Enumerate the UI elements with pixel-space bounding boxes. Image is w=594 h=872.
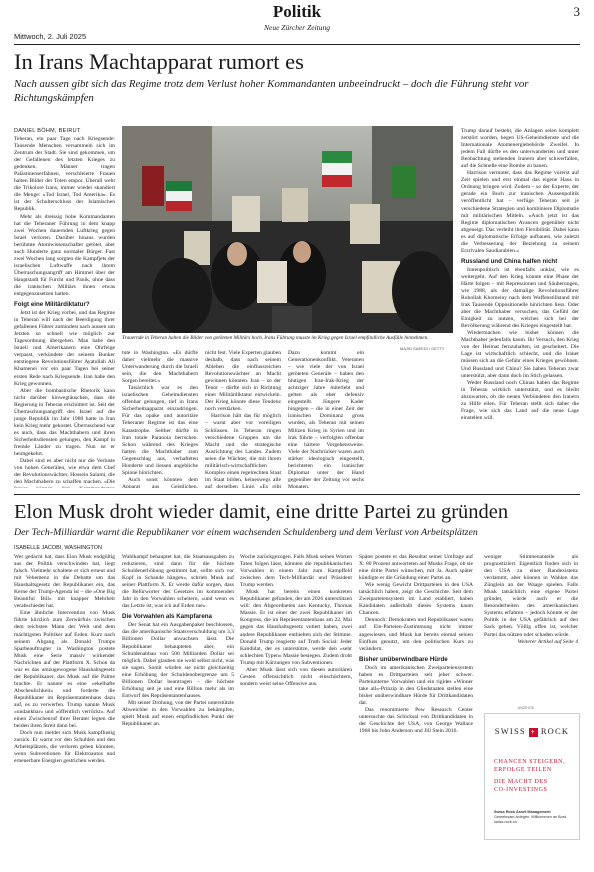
paragraph: Tatsächlich war es den israelischen Geheimdiensten offenbar gelungen, tief in Irans Sicherheitsapparat einzudringen. Für das opake und autoritäre Teheraner Regime ist das eine Katastrophe. Seither dürfte in Iran totale Paranoia herrschen. Schon während des Krieges hatten die Machthaber zum Gegenschlag aus, verhafteten Hunderte und liessen angebliche Spione hinrichten. — [122, 385, 198, 476]
article1-column-4 — [288, 350, 364, 488]
article1-column-1 — [14, 136, 115, 488]
article2-column-5 — [484, 554, 578, 702]
paragraph: Woche zurückgezogen. Falls Musk seinen Worten Taten folgen lässt, könnten die republikanischen Vorwahlen in einem Jahr zum Kampffeld zwischen dem Tech-Milliardär und Präsident Trump werden. — [240, 554, 352, 589]
article-divider — [14, 494, 580, 495]
paragraph: Aber die bombastische Rhetorik kann nicht darüber hinwegtäuschen, dass die Regierung in Teheran erschüttert ist. Seit der Überraschungsangriff des Israel auf die junge Republik im Jahr 1980 hatte in Iran kein Krieg mehr gekostet. Überraschend war es auch, dass das Machthabern und ihren Sicherheitsdiensten gelungen, den Kampf in fremde Länder zu tragen. Nun ist er heimgekehrt. — [14, 387, 115, 458]
article2-headline: Elon Musk droht wieder damit, eine dritte Partei zu gründen — [14, 501, 509, 523]
paragraph: Eine ähnliche Intervention von Musk führte kürzlich zum Zerwürfnis zwischen dem reichsten Mann der Welt und dem mächtigsten Politiker auf Erden. Kurz nach seinem Abgang als Donald Trumps Sparbeauftragter in Washington postete Musk eine Serie massiv wirkender Nachrichten auf der Plattform X. Schon da war es das umzugewogene Haushaltsgesetz der Republikaner, das Musk auf die Palme brachte. Er nannte es eine «ekelhafte Abscheulichkeit» und forderte die Republikaner im Repräsentantenhaus dazu auf, es zu verwerfen. Trump nannte Musk «undankbar» und «öffentlich verrückt». Auf einen Zwischenruf ihrer Berater legten die beiden ihren Streit dann bei. — [14, 610, 115, 730]
ad-label: ANZEIGE — [517, 706, 535, 710]
paragraph: Dennoch: Demokraten und Republikaner waren auf Ein-Parteien-Zustimmung nicht immer angewiesen, und Musk hat bereits einmal seinen Einfluss genutzt, um den politischen Kurs zu verändern. — [359, 617, 473, 652]
paragraph: Mehr als dreissig hohe Kommandanten hat die Teheraner Führung in dem knapp zwei Wochen dauernden Luftkrieg gegen Israel verloren. Darüber hinaus wurden berühmte Atomwissenschafter getötet, aber auch Hunderte ganz normaler Bürger. Fast zwei Wochen lang sorgten die Kampfjets der israelischen Luftwaffe nach ihrem Überraschungsangriff am Himmel über der Hauptstadt für Furcht und Panik, ohne dass die iranischen Militärs ihnen etwas entgegenzusetzen hatten. — [14, 213, 115, 298]
ad-tagline — [494, 758, 574, 794]
ad-tagline-line: ERFOLGE TEILEN — [494, 767, 552, 773]
swiss-rock-logo — [485, 726, 579, 737]
logo-word-left: SWISS — [494, 726, 526, 736]
paragraph: Teheran, ein paar Tage nach Kriegsende: Tausende Menschen versammeln sich im Zentrum der Stadt. Sie sind gekommen, um der Gefallenen des letzten Krieges zu gedenken. Männer tragen Palästinenserfahnen, verschleierte Frauen halten Bilder der Toten empor. Überall weht die Trikolore Irans, immer wieder skandiert die Menge: «Tod Israel, Tod Amerika». Es ist der Schulterschluss der Islamischen Republik. — [14, 136, 115, 213]
ad-tagline-line: CHANCEN STEIGERN, — [494, 759, 566, 765]
article1-subhead-1: Folgt eine Militärdiktatur? — [14, 301, 90, 309]
article2-column-3 — [240, 554, 352, 862]
paragraph: Innenpolitisch ist ebenfalls unklar, wie es weitergeht. Auf den Krieg könnte eine Phase der Härte folgen – mit Repressionen und Säuberungen, wie 1988, als der damalige Revolutionsführer Ruhollah Khomeiny nach dem Waffenstillstand mit Irak Tausende Oppositionelle hinrichten liess. Oder aber die Machthaber versuchen, das Gefühl der Einigkeit zu nutzen, welches sich bei der Bevölkerung während des Krieges eingestellt hat. — [461, 266, 579, 330]
paragraph: nicht fest. Viele Experten glauben deshalb, dass nach seinem Ableben die einflussreichen Revolutionswächter an Macht gewinnen könnten. Iran – so der Tenor – dürfte sich in Richtung einer Militärdiktatur entwickeln. Der Krieg könnte diese Tendenz noch verstärken. — [205, 350, 281, 413]
ad-tagline-line: DIE MACHT DES — [494, 779, 548, 785]
article1-byline: DANIEL BÖHM, BEIRUT — [14, 128, 81, 134]
ad-tagline-line: CO-INVESTINGS — [494, 787, 548, 793]
paragraph: Trump darauf besteht, die Anlagen seien komplett zerstört worden, hegen US-Geheimdienste und die Internationale Atomenergiebehörde Zweifel. In jedem Fall dürfte es den unterwanderten und unter Beobachtung stehenden Iranern aber schwerfallen, auf die Schnelle eine Bombe zu bauen. — [461, 128, 579, 170]
article1-photo — [122, 126, 453, 333]
mourners-photo-illustration — [122, 126, 453, 333]
paragraph: Weder Russland noch Chinas haben das Regime in Teheran wirklich unterstützt, und es bleibt abzuwarten, ob die neuen Verbündeten den Iranern zu Hilfe eilen. Für Teheran stellt sich daher die Frage, wie sich das Land auf die neue Lage einstellen will. — [461, 379, 579, 421]
paragraph: Wahlkampf behauptet hat, die Staatsausgaben zu reduzieren, sind dann für die höchste Schuldenerhöhung gestimmt hat, sollte sich vor Kopf in Schande hängen», schrieb Musk auf seiner Plattform X. Er werde dafür sorgen, dass die Befürworter des Gesetzes im kommenden Jahr in den Vorwahlen scheitern, «und wenn es das Letzte ist, was ich auf Erden tue». — [122, 554, 234, 610]
ad-url[interactable]: swiss-rock.ch — [494, 820, 517, 824]
continuation-note: Weiterer Artikel auf Seite 4 — [517, 638, 578, 645]
article2-column-1 — [14, 554, 115, 862]
ad-company: Swiss Rock Asset Management — [494, 810, 551, 814]
paragraph: Wiedermachen wie bisher können die Machthaber jedenfalls kaum. Ihr Versuch, den Krieg von der Heimat fernzuhalten, ist gescheitert. Die Lage ist wirtschaftlich schlecht, und die Iraner müssen sich an die Gefahr eines Krieges gewöhnen. Und Russland und China? Sie haben Teheran zwar unterstützt, aber dann doch im Stich gelassen. — [461, 330, 579, 379]
article1-headline: In Irans Machtapparat rumort es — [14, 49, 304, 74]
advertisement[interactable] — [484, 713, 580, 840]
paragraph: Dazu kommt ein Generationenkonflikt. Veteranen – wie viele der von Israel getöteten Generäle – haben den blutigen Iran-Irak-Krieg der achtziger Jahre miterlebt und gelten als eher defensiv eingestellt. Jüngere Kader hingegen – die in einer Zeit der iranischen Dominanz gross wurden, als Teheran mit seinen Milizen Krieg in Syrien und im Irak führte – verfolgten offenbar eine härtere Vorgehensweise. Viele der Nachrücker waren auch stärker ideologisch eingestellt, berichteten ein iranischer Diplomat unter der Hand gegenüber der Zeitung vor sechs Monaten. — [288, 350, 364, 488]
paragraph: Auch sonst könnten dem Apparat aus Geistlichen, — [122, 476, 198, 488]
newspaper-name: Neue Zürcher Zeitung — [264, 23, 330, 32]
paragraph: Musk hat bereits einen konkreten Republikaner gefunden, der am 2026 unterstützen will: den Abgeordneten aus Kentucky, Thomas Massie. Er ist einer der zwei Republikaner im Kongress, die im Repräsentantenhaus am 22. Mai gegen das Haushaltsgesetz votiert haben, zwei andere Republikaner enthielten sich der Stimme. Donald Trump reagierte auf Truth Social: Jeder Kandidat, der es unterstütze, werde den «sehr schlechten Typen» Massie besiegen. Zudem droht Trump mit Kürzungen von Subventionen. — [240, 589, 352, 666]
paragraph: Harrison hält das für möglich – warnt aber vor voreiligen Schlüssen. In Teheran ringen verschiedene Gruppen um die Macht und die strategische Ausrichtung des Landes. Zudem seien die Wächter, die mit ihrem militärisch-wirtschaftlichen Komplex einen regelrechten Staat im Staat bilden, keineswegs alle auf derselben Linie. «Es gibt — [205, 413, 281, 488]
page-number: 3 — [573, 4, 580, 19]
paragraph: Mit seiner Drohung, von der Partei unterstützte Abweichler in den Vorwahlen zu bekämpfen, spielt Musk auf einen empfindlichen Punkt der Republikaner an. — [122, 699, 234, 728]
article1-column-3 — [205, 350, 281, 488]
article2-column-2 — [122, 554, 234, 862]
paragraph: Wer gedacht hat, dass Elon Musk endgültig aus der Politik verschwinden hat, liegt falsch. Vielmehr schaltete er sich erneut und mit Vehemenz in die Debatte um das Haushaltsgesetz der Republikaner ein, das Kerne der Trump-Agenda ist – die «One Big Beautiful Bill» mit knapper Mehrheit verabschiedet hat. — [14, 554, 115, 610]
article2-subhead-1: Die Vorwahlen als Kampfarena — [122, 613, 212, 621]
ad-footer — [494, 810, 576, 825]
article2-column-4 — [359, 554, 473, 862]
article2-byline: ISABELLE JACOBI, WASHINGTON — [14, 545, 103, 551]
article1-column-2 — [122, 350, 198, 488]
paragraph: weniger Stimmenanteile als prognostiziert. Eigentlich finden sich in den USA zu einer Randexistenz verdammt, aber können in Wahlen das Zünglein an der Waage spielen. Falls Musk tatsächlich eine eigene Partei gründet, würde auch er die Besonderheiten des amerikanischen Systems erfahren – jedoch könnte er der Politik in der USA gefährlich auf den Sack gehen. Völlig offen ist, welcher Partei das nützen oder schaden würde. — [484, 554, 578, 638]
paragraph: Der Senat hat ein Ausgabenpaket beschlossen, das die amerikanische Staatsverschuldung um 3,3 Billionen Dollar anwachsen lässt. Die Republikaner behaupteten aber, ein Schuldenabbau von 500 Milliarden Dollar sei möglich. Dabei glauben sie wohl selbst nicht, was sie sagen. Somit würden sie nicht gleichzeitig eine Erhöhung der Schuldenobergrenze um 5 Billionen Dollar beantragen – die höchste Erhöhung seit je und eine Billion mehr als im Entwurf des Repräsentantenhauses. — [122, 622, 234, 699]
article1-lead: Nach aussen gibt sich das Regime trotz dem Verlust hoher Kommandanten unbeeindruckt – doch die Führung steht vor Richtungskämpfen — [14, 78, 529, 104]
header-rule — [14, 44, 580, 45]
article1-column-5 — [461, 128, 579, 488]
paragraph: Doch nun meldet sich Musk kampflustig zurück. Er warnt vor den Schulden und den Arbeitsplätzen, die verloren gehen könnten, wenn Subventionen für Elektroautos und erneuerbare Energien gestrichen werden. — [14, 730, 115, 765]
issue-date: Mittwoch, 2. Juli 2025 — [14, 32, 87, 41]
paragraph: Später postete er das Resultat seiner Umfrage auf X: 80 Prozent antworteten auf Musks Frage, ob sie eine dritte Partei wünschen, mit Ja. Auch später kündigte er die Gründung einer Partei an. — [359, 554, 473, 582]
paragraph: Das renommierte Pew Research Center untersuchte das Schicksal von Drittkandidaten in der Geschichte der USA, von George Wallace 1968 bis John Anderson und Jill Stein 2016. — [359, 706, 473, 735]
swiss-cross-icon: + — [530, 728, 536, 736]
article2-lead: Der Tech-Milliardär warnt die Republikaner vor einem wachsenden Schuldenberg und dem Verlust von Arbeitsplätzen — [14, 527, 478, 538]
section-title: Politik — [272, 2, 322, 21]
article2-subhead-2: Bisher unüberwindbare Hürde — [359, 655, 448, 663]
paragraph: Doch im amerikanischen Zweiparteiensystem haben es Drittparteien seit jeher schwer. Parteiunterne Vorwahlen und ein rigides «Winner take all»-Prinzip in den Gliedstaaten stellen eine bisher unüberwindbare Hürde für Drittkandidaten dar. — [359, 664, 473, 706]
article1-subhead-2: Russland und China halfen nicht — [461, 257, 558, 265]
photo-credit: MAJID SAEEDI / GETTY — [400, 346, 445, 351]
paragraph: Wie wenig Gewicht Drittparteien in den USA tatsächlich haben, zeigt die Geschichte. Seit dem Zweiparteiensystem im Land etabliert, haben Kandidaten außerhalb dieses Systems kaum Chancen. — [359, 582, 473, 617]
paragraph: tute in Washington. «Es dürfte daher vielmehr die massive Unterwanderung durch die Israeli sein, die den Machthabern Sorgen bereitet.» — [122, 350, 198, 385]
paragraph: Jetzt ist der Krieg vorbei, und das Regime in Teheran will nach der Beerdigung ihrer gefallenen Führer zumindest nach aussen um Jetzten so schnell wie möglich zur Tagesordnung übergehen. Man habe den Israeli und Amerikanern eine Ohrfeige verpasst, verkündete der seinem Bunker entstiegene Revolutionsführer Ayatollah Ali Khamenei vor ein paar Tagen bei seiner ersten Rede nach Kriegsende. Iran habe den Krieg gewonnen. — [14, 310, 115, 387]
paragraph: Dabei sind es aber nicht nur die Verluste von hohen Generälen, wie etwa dem Chef der Revolutionswächter, Hossein Salami, die den Machthabern zu schaffen machen. «Die — [14, 458, 115, 486]
paragraph: Harrison vermutet, dass das Regime vorerst auf Zeit spielen und erst einmal das eigene Haus in Ordnung bringen wird. Zudem – so der Experte, der gerade ein Buch zur iranischen Aussenpolitik veröffentlicht hat – verfüge Teheran seit je verschiedene Strategien und kombiniere Diplomatie mit militärischen Mitteln. «Auch jetzt ist das Regime diplomatischen Avancen gegenüber nicht abgeneigt. Das verleiht ihm Flexibilität. Dabei kann es auf diplomatische Erfolge aufbauen, wie zuletzt die Verbesserung der Beziehung zu seinem Erzrivalen Saudiarabien.» — [461, 170, 579, 254]
photo-caption: Trauernde in Teheran halten die Bilder von getöteten Militärs hoch. Irans Führung musste im Krieg gegen Israel empfindliche Ausfälle hinnehmen. — [122, 335, 429, 341]
ad-claim: Gemeinsam anlegen. Willkommen an Bord. — [494, 815, 568, 819]
logo-word-right: ROCK — [540, 726, 570, 736]
paragraph: Aber Musk lässt sich von diesen autoritären Gesten offensichtlich nicht einschüchtern, sondern weist seine Offensive aus. — [240, 666, 352, 687]
